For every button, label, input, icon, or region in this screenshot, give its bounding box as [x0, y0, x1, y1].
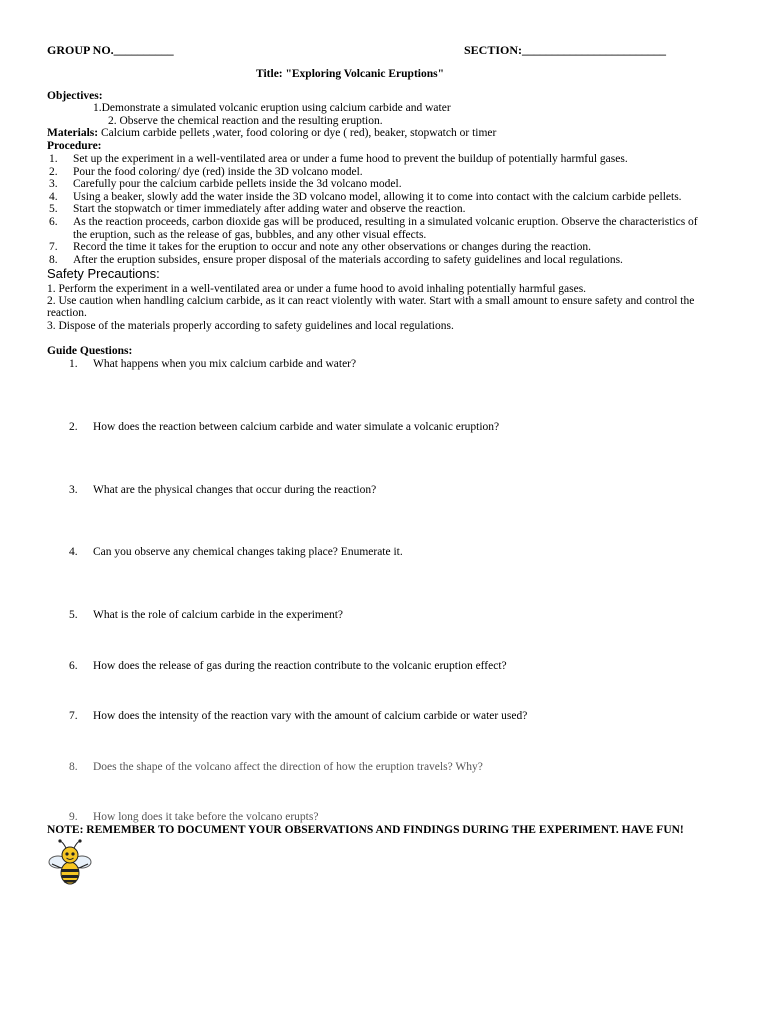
safety-item-continuation: reaction.: [47, 307, 87, 319]
question-text: How does the reaction between calcium carbide and water simulate a volcanic eruption?: [93, 421, 500, 433]
procedure-step: Carefully pour the calcium carbide pellets inside the 3d volcano model.: [73, 178, 402, 190]
procedure-step: After the eruption subsides, ensure proper disposal of the materials according to safety guidelines and local regulations.: [73, 254, 623, 266]
procedure-step: Set up the experiment in a well-ventilated area or under a fume hood to prevent the buildup of potentially harmful gases.: [73, 153, 628, 165]
page-title: Title: "Exploring Volcanic Eruptions": [256, 68, 444, 80]
question-text: Does the shape of the volcano affect the direction of how the eruption travels? Why?: [93, 761, 483, 773]
procedure-step: Using a beaker, slowly add the water inside the 3D volcano model, allowing it to come into contact with the calcium carbide pellets.: [73, 191, 682, 203]
procedure-step-number: 6.: [49, 216, 58, 228]
procedure-step: Start the stopwatch or timer immediately after adding water and observe the reaction.: [73, 203, 466, 215]
materials-text: Calcium carbide pellets ,water, food coloring or dye ( red), beaker, stopwatch or timer: [98, 127, 497, 139]
question-number: 4.: [69, 546, 78, 558]
question-text: What is the role of calcium carbide in the experiment?: [93, 609, 344, 621]
question-number: 6.: [69, 660, 78, 672]
question-text: How does the intensity of the reaction vary with the amount of calcium carbide or water used?: [93, 710, 528, 722]
procedure-step: As the reaction proceeds, carbon dioxide gas will be produced, resulting in a simulated volcanic eruption. Observe the characteristics of: [73, 216, 698, 228]
question-text: How does the release of gas during the reaction contribute to the volcanic eruption effect?: [93, 660, 507, 672]
question-text: What happens when you mix calcium carbide and water?: [93, 358, 357, 370]
procedure-step-number: 1.: [49, 153, 58, 165]
procedure-step: Pour the food coloring/ dye (red) inside the 3D volcano model.: [73, 166, 363, 178]
procedure-step: Record the time it takes for the eruption to occur and note any other observations or changes during the reaction.: [73, 241, 591, 253]
procedure-step-number: 4.: [49, 191, 58, 203]
question-number: 5.: [69, 609, 78, 621]
objective-item: 2. Observe the chemical reaction and the resulting eruption.: [108, 115, 383, 127]
question-text: How long does it take before the volcano erupts?: [93, 811, 319, 823]
question-text: Can you observe any chemical changes taking place? Enumerate it.: [93, 546, 403, 558]
guide-questions-heading: Guide Questions:: [47, 345, 133, 357]
objective-item: 1.Demonstrate a simulated volcanic eruption using calcium carbide and water: [93, 102, 451, 114]
question-number: 3.: [69, 484, 78, 496]
question-number: 7.: [69, 710, 78, 722]
safety-item: 1. Perform the experiment in a well-ventilated area or under a fume hood to avoid inhaling potentially harmful gases.: [47, 283, 587, 295]
safety-heading: Safety Precautions:: [47, 266, 160, 281]
procedure-step-number: 2.: [49, 166, 58, 178]
question-text: What are the physical changes that occur during the reaction?: [93, 484, 377, 496]
materials-heading: Materials:: [47, 127, 99, 139]
procedure-step-number: 3.: [49, 178, 58, 190]
question-number: 9.: [69, 811, 78, 823]
question-number: 2.: [69, 421, 78, 433]
question-number: 1.: [69, 358, 78, 370]
procedure-step-number: 5.: [49, 203, 58, 215]
procedure-step-number: 7.: [49, 241, 58, 253]
procedure-step-continuation: the eruption, such as the release of gas, bubbles, and any other visual effects.: [73, 229, 427, 241]
group-number-field: GROUP NO.__________: [47, 43, 174, 57]
note-text: NOTE: REMEMBER TO DOCUMENT YOUR OBSERVATIONS AND FINDINGS DURING THE EXPERIMENT. HAVE FUN!: [47, 824, 684, 836]
section-field: SECTION:________________________: [464, 43, 667, 57]
procedure-heading: Procedure:: [47, 140, 102, 152]
safety-item: 2. Use caution when handling calcium carbide, as it can react violently with water. Start with a small amount to ensure safety and control the: [47, 295, 695, 307]
bee-icon: [46, 838, 94, 888]
question-number: 8.: [69, 761, 78, 773]
safety-item: 3. Dispose of the materials properly according to safety guidelines and local regulations.: [47, 320, 454, 332]
objectives-heading: Objectives:: [47, 90, 103, 102]
procedure-step-number: 8.: [49, 254, 58, 266]
materials-line: [47, 127, 496, 140]
